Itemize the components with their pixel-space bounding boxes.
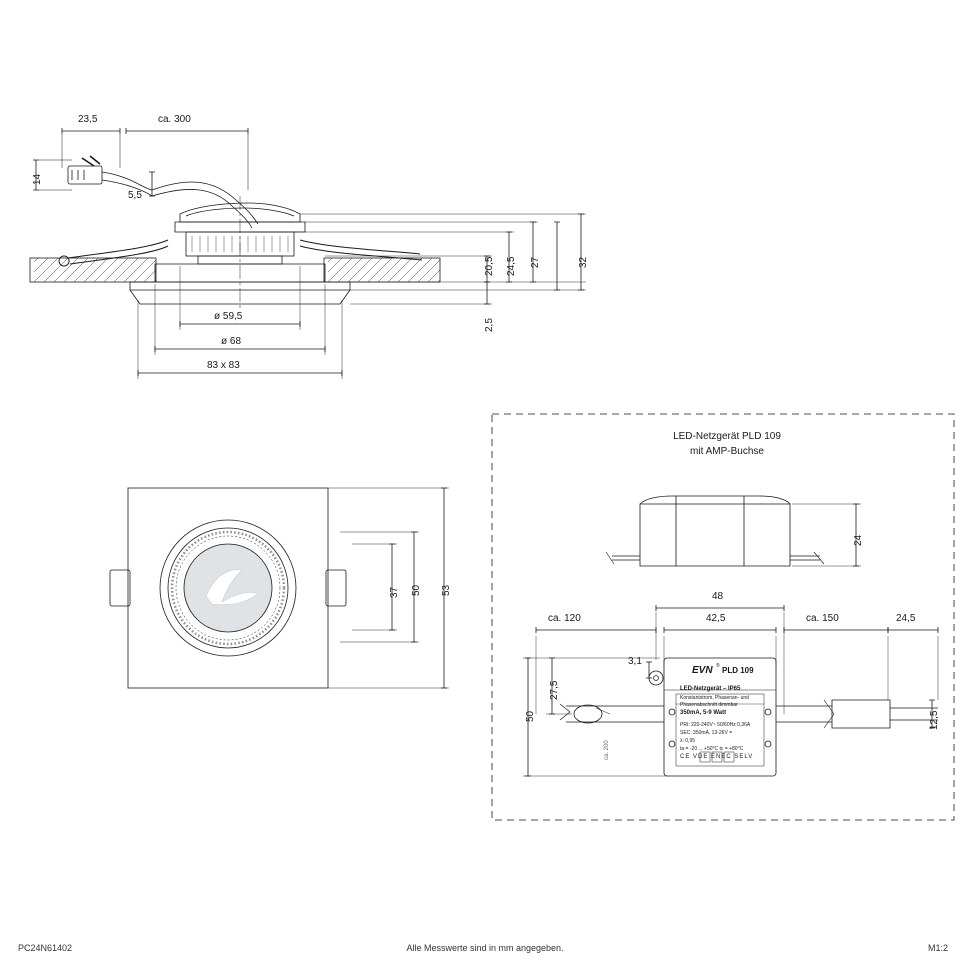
- driver-label-line5: PRI: 220-240V~ 50/60Hz 0,36A: [680, 722, 751, 728]
- dim-83x83: 83 x 83: [207, 360, 240, 371]
- dim-top-14: 14: [32, 173, 43, 185]
- driver-label-line6: SEC: 350mA, 13-26V =: [680, 730, 733, 736]
- dim-31: 3,1: [628, 656, 642, 667]
- dim-top-55: 5,5: [128, 190, 142, 201]
- dim-driver-24: 24: [853, 534, 864, 546]
- dim-d68: ø 68: [221, 336, 242, 347]
- driver-brand: EVN: [692, 665, 713, 676]
- dim-275: 27,5: [549, 680, 560, 700]
- dim-top-235: 23,5: [78, 114, 98, 125]
- dim-425: 42,5: [706, 613, 726, 624]
- dim-driver-50: 50: [525, 710, 536, 722]
- dim-205: 20,5: [484, 256, 495, 276]
- footer-note: Alle Messwerte sind in mm angegeben.: [406, 943, 564, 953]
- driver-label-line4: 350mA, 5-9 Watt: [680, 710, 727, 716]
- driver-title-line2: mit AMP-Buchse: [690, 446, 764, 457]
- dim-d595: ø 59,5: [214, 311, 243, 322]
- dim-front-37: 37: [389, 586, 400, 598]
- driver-label-line3: Phasenabschnitt dimmbar: [680, 702, 738, 708]
- dim-ca200: ca. 200: [604, 740, 610, 760]
- driver-label-line2: Konstantstrom, Phasenan- und: [680, 695, 749, 701]
- driver-title-line1: LED-Netzgerät PLD 109: [673, 431, 781, 442]
- driver-model: PLD 109: [722, 666, 754, 675]
- dim-top-ca300: ca. 300: [158, 114, 191, 125]
- dim-32: 32: [578, 256, 589, 268]
- driver-label-line1: LED-Netzgerät – IP65: [680, 686, 741, 692]
- footer-article-number: PC24N61402: [18, 943, 73, 953]
- dim-ca150: ca. 150: [806, 613, 839, 624]
- driver-brand-sup: ®: [716, 663, 720, 669]
- driver-label-line7: λ: 0,95: [680, 738, 696, 744]
- footer-scale: M1:2: [927, 943, 948, 953]
- dim-245: 24,5: [506, 256, 517, 276]
- driver-label-marks: CE VDE ENEC SELV: [680, 754, 754, 760]
- dim-125: 12,5: [929, 710, 940, 730]
- driver-label-line8: ta = -20 ... +50°C tc = +80°C: [680, 746, 744, 752]
- dim-245-right: 24,5: [896, 613, 916, 624]
- dim-27: 27: [530, 256, 541, 268]
- dim-ca120: ca. 120: [548, 613, 581, 624]
- dim-front-53: 53: [441, 584, 452, 596]
- dim-front-50: 50: [411, 584, 422, 596]
- dim-48: 48: [712, 591, 724, 602]
- dim-25: 2,5: [484, 318, 495, 332]
